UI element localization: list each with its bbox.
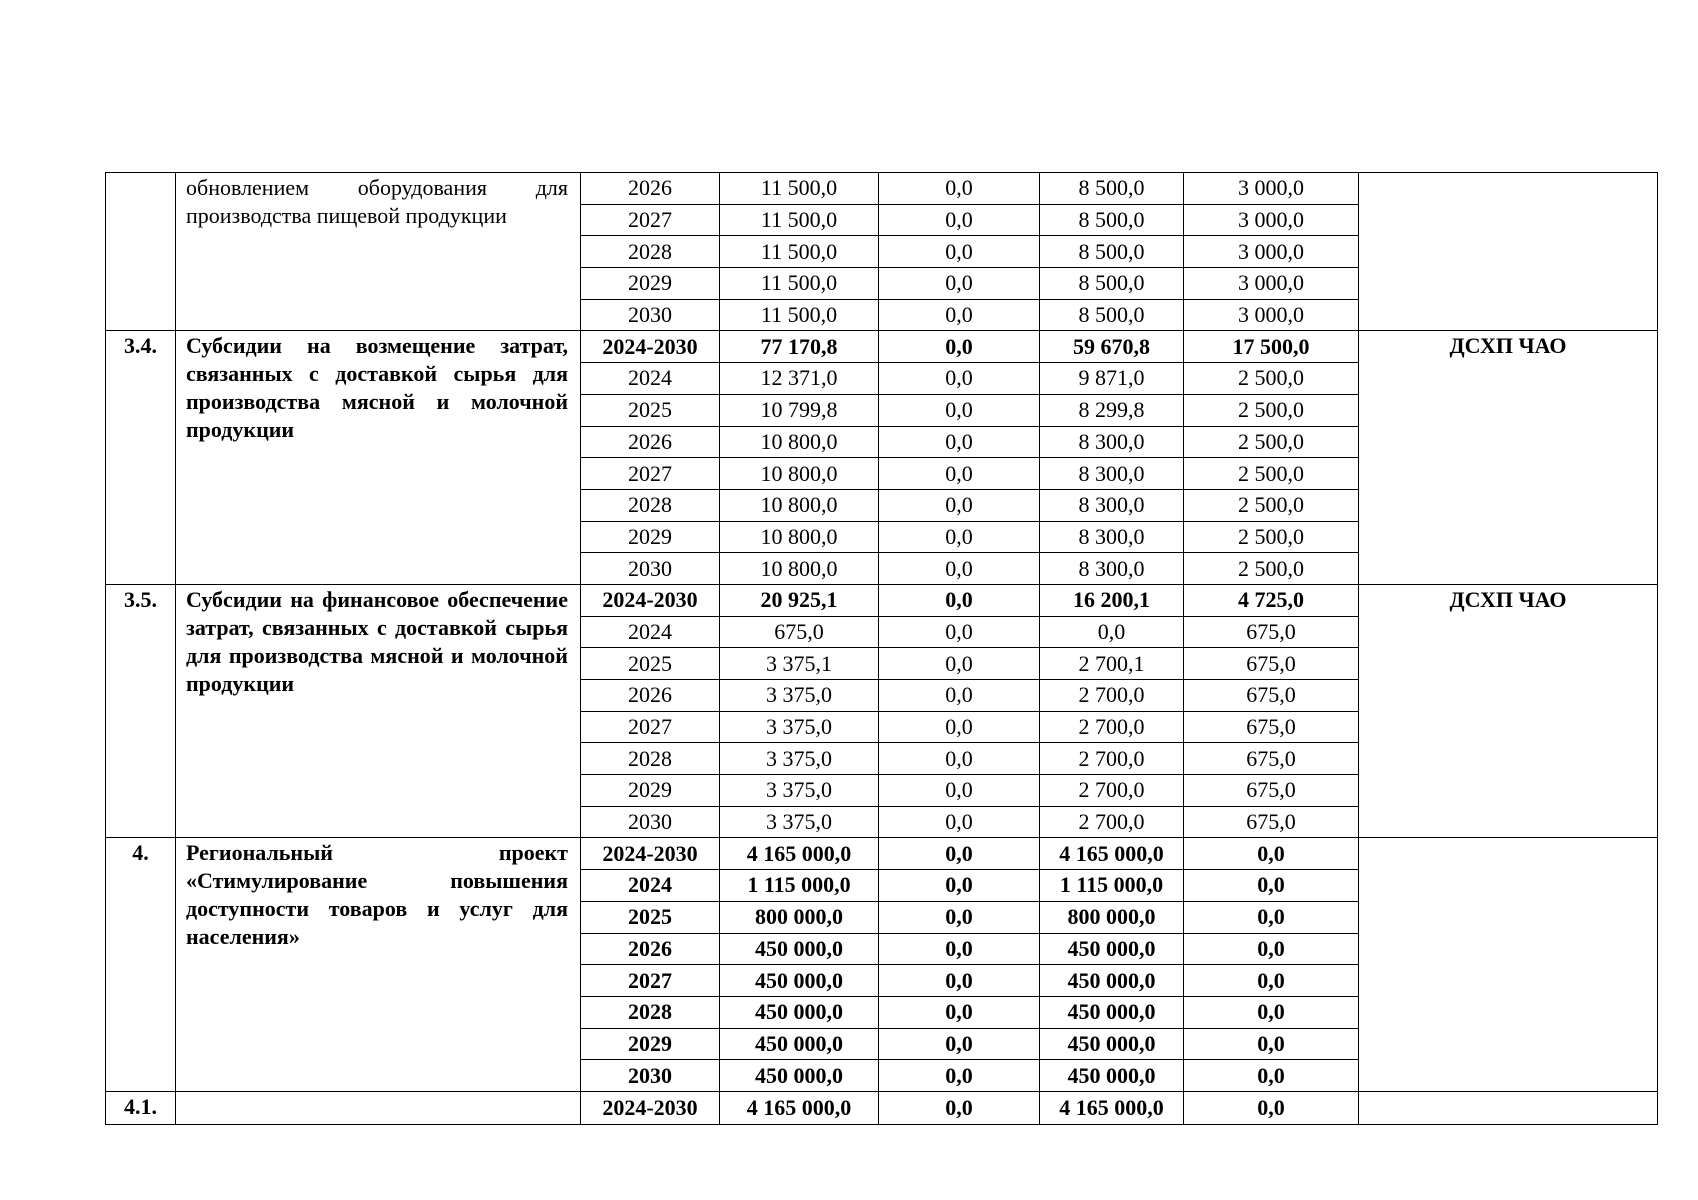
total-cell: 11 500,0 [720, 173, 879, 205]
regional-budget-cell: 8 500,0 [1040, 299, 1184, 331]
federal-budget-cell: 0,0 [879, 870, 1040, 902]
regional-budget-cell: 8 300,0 [1040, 489, 1184, 521]
total-cell: 11 500,0 [720, 268, 879, 300]
other-sources-cell: 0,0 [1184, 838, 1359, 870]
item-name: Региональный проект «Стимулирование повышения доступности товаров и услуг для населения» [176, 838, 581, 1092]
item-name: Субсидии на финансовое обеспечение затрат, связанных с доставкой сырья для производства мясной и молочной продукции [176, 584, 581, 838]
other-sources-cell: 2 500,0 [1184, 394, 1359, 426]
federal-budget-cell: 0,0 [879, 363, 1040, 395]
other-sources-cell: 675,0 [1184, 616, 1359, 648]
regional-budget-cell: 8 500,0 [1040, 236, 1184, 268]
total-cell: 3 375,1 [720, 648, 879, 680]
regional-budget-cell: 8 500,0 [1040, 268, 1184, 300]
period-cell: 2025 [581, 648, 720, 680]
federal-budget-cell: 0,0 [879, 1028, 1040, 1060]
federal-budget-cell: 0,0 [879, 680, 1040, 712]
federal-budget-cell: 0,0 [879, 394, 1040, 426]
federal-budget-cell: 0,0 [879, 584, 1040, 616]
total-cell: 800 000,0 [720, 901, 879, 933]
federal-budget-cell: 0,0 [879, 553, 1040, 585]
item-number: 3.5. [106, 584, 176, 838]
other-sources-cell: 3 000,0 [1184, 268, 1359, 300]
table-row [106, 331, 1658, 363]
executor [1359, 1091, 1658, 1124]
period-cell: 2024-2030 [581, 584, 720, 616]
table-row [106, 173, 1658, 205]
item-name: обновлением оборудования для производства пищевой продукции [176, 173, 581, 331]
other-sources-cell: 3 000,0 [1184, 236, 1359, 268]
federal-budget-cell: 0,0 [879, 236, 1040, 268]
period-cell: 2027 [581, 458, 720, 490]
regional-budget-cell: 8 500,0 [1040, 204, 1184, 236]
table-row [106, 838, 1658, 870]
item-number: 4. [106, 838, 176, 1092]
total-cell: 3 375,0 [720, 743, 879, 775]
period-cell: 2029 [581, 1028, 720, 1060]
total-cell: 77 170,8 [720, 331, 879, 363]
other-sources-cell: 0,0 [1184, 870, 1359, 902]
regional-budget-cell: 59 670,8 [1040, 331, 1184, 363]
executor: ДСХП ЧАО [1359, 584, 1658, 838]
item-name: Субсидии на возмещение затрат, связанных с доставкой сырья для производства мясной и молочной продукции [176, 331, 581, 585]
other-sources-cell: 675,0 [1184, 775, 1359, 807]
regional-budget-cell: 450 000,0 [1040, 965, 1184, 997]
other-sources-cell: 0,0 [1184, 1060, 1359, 1092]
other-sources-cell: 0,0 [1184, 996, 1359, 1028]
other-sources-cell: 675,0 [1184, 648, 1359, 680]
regional-budget-cell: 2 700,0 [1040, 775, 1184, 807]
period-cell: 2030 [581, 299, 720, 331]
period-cell: 2029 [581, 268, 720, 300]
period-cell: 2028 [581, 236, 720, 268]
regional-budget-cell: 8 300,0 [1040, 426, 1184, 458]
other-sources-cell: 2 500,0 [1184, 458, 1359, 490]
total-cell: 450 000,0 [720, 996, 879, 1028]
other-sources-cell: 675,0 [1184, 806, 1359, 838]
other-sources-cell: 2 500,0 [1184, 521, 1359, 553]
period-cell: 2030 [581, 1060, 720, 1092]
federal-budget-cell: 0,0 [879, 933, 1040, 965]
total-cell: 675,0 [720, 616, 879, 648]
other-sources-cell: 675,0 [1184, 743, 1359, 775]
other-sources-cell: 0,0 [1184, 1091, 1359, 1124]
other-sources-cell: 0,0 [1184, 1028, 1359, 1060]
period-cell: 2026 [581, 173, 720, 205]
period-cell: 2027 [581, 204, 720, 236]
other-sources-cell: 0,0 [1184, 901, 1359, 933]
period-cell: 2026 [581, 426, 720, 458]
regional-budget-cell: 2 700,0 [1040, 711, 1184, 743]
regional-budget-cell: 8 500,0 [1040, 173, 1184, 205]
regional-budget-cell: 2 700,0 [1040, 806, 1184, 838]
period-cell: 2028 [581, 996, 720, 1028]
period-cell: 2026 [581, 933, 720, 965]
period-cell: 2030 [581, 806, 720, 838]
other-sources-cell: 675,0 [1184, 711, 1359, 743]
period-cell: 2024 [581, 616, 720, 648]
total-cell: 20 925,1 [720, 584, 879, 616]
period-cell: 2027 [581, 711, 720, 743]
regional-budget-cell: 800 000,0 [1040, 901, 1184, 933]
federal-budget-cell: 0,0 [879, 616, 1040, 648]
table-body [106, 173, 1658, 1125]
regional-budget-cell: 4 165 000,0 [1040, 838, 1184, 870]
period-cell: 2028 [581, 489, 720, 521]
other-sources-cell: 4 725,0 [1184, 584, 1359, 616]
other-sources-cell: 0,0 [1184, 933, 1359, 965]
other-sources-cell: 2 500,0 [1184, 489, 1359, 521]
regional-budget-cell: 450 000,0 [1040, 996, 1184, 1028]
executor [1359, 838, 1658, 1092]
total-cell: 3 375,0 [720, 806, 879, 838]
item-number: 3.4. [106, 331, 176, 585]
federal-budget-cell: 0,0 [879, 331, 1040, 363]
federal-budget-cell: 0,0 [879, 806, 1040, 838]
period-cell: 2024-2030 [581, 331, 720, 363]
total-cell: 11 500,0 [720, 204, 879, 236]
other-sources-cell: 2 500,0 [1184, 363, 1359, 395]
federal-budget-cell: 0,0 [879, 743, 1040, 775]
other-sources-cell: 3 000,0 [1184, 204, 1359, 236]
federal-budget-cell: 0,0 [879, 996, 1040, 1028]
regional-budget-cell: 8 300,0 [1040, 458, 1184, 490]
total-cell: 1 115 000,0 [720, 870, 879, 902]
total-cell: 4 165 000,0 [720, 1091, 879, 1124]
regional-budget-cell: 9 871,0 [1040, 363, 1184, 395]
federal-budget-cell: 0,0 [879, 838, 1040, 870]
federal-budget-cell: 0,0 [879, 426, 1040, 458]
other-sources-cell: 3 000,0 [1184, 299, 1359, 331]
period-cell: 2024 [581, 363, 720, 395]
federal-budget-cell: 0,0 [879, 489, 1040, 521]
total-cell: 450 000,0 [720, 1060, 879, 1092]
federal-budget-cell: 0,0 [879, 521, 1040, 553]
federal-budget-cell: 0,0 [879, 711, 1040, 743]
total-cell: 3 375,0 [720, 711, 879, 743]
item-number: 4.1. [106, 1091, 176, 1124]
period-cell: 2027 [581, 965, 720, 997]
regional-budget-cell: 16 200,1 [1040, 584, 1184, 616]
total-cell: 12 371,0 [720, 363, 879, 395]
item-number [106, 173, 176, 331]
federal-budget-cell: 0,0 [879, 648, 1040, 680]
federal-budget-cell: 0,0 [879, 299, 1040, 331]
federal-budget-cell: 0,0 [879, 965, 1040, 997]
item-name [176, 1091, 581, 1124]
total-cell: 10 799,8 [720, 394, 879, 426]
total-cell: 3 375,0 [720, 680, 879, 712]
total-cell: 10 800,0 [720, 521, 879, 553]
table-row [106, 584, 1658, 616]
regional-budget-cell: 8 300,0 [1040, 521, 1184, 553]
executor: ДСХП ЧАО [1359, 331, 1658, 585]
federal-budget-cell: 0,0 [879, 204, 1040, 236]
total-cell: 11 500,0 [720, 299, 879, 331]
total-cell: 10 800,0 [720, 426, 879, 458]
regional-budget-cell: 0,0 [1040, 616, 1184, 648]
other-sources-cell: 17 500,0 [1184, 331, 1359, 363]
federal-budget-cell: 0,0 [879, 458, 1040, 490]
period-cell: 2024 [581, 870, 720, 902]
federal-budget-cell: 0,0 [879, 173, 1040, 205]
period-cell: 2024-2030 [581, 1091, 720, 1124]
other-sources-cell: 3 000,0 [1184, 173, 1359, 205]
regional-budget-cell: 1 115 000,0 [1040, 870, 1184, 902]
federal-budget-cell: 0,0 [879, 775, 1040, 807]
total-cell: 450 000,0 [720, 965, 879, 997]
executor [1359, 173, 1658, 331]
other-sources-cell: 675,0 [1184, 680, 1359, 712]
total-cell: 3 375,0 [720, 775, 879, 807]
total-cell: 450 000,0 [720, 1028, 879, 1060]
period-cell: 2029 [581, 775, 720, 807]
federal-budget-cell: 0,0 [879, 1091, 1040, 1124]
total-cell: 450 000,0 [720, 933, 879, 965]
federal-budget-cell: 0,0 [879, 1060, 1040, 1092]
financing-table [105, 172, 1658, 1125]
other-sources-cell: 2 500,0 [1184, 553, 1359, 585]
regional-budget-cell: 8 299,8 [1040, 394, 1184, 426]
period-cell: 2024-2030 [581, 838, 720, 870]
total-cell: 10 800,0 [720, 458, 879, 490]
regional-budget-cell: 450 000,0 [1040, 1060, 1184, 1092]
regional-budget-cell: 2 700,0 [1040, 743, 1184, 775]
regional-budget-cell: 450 000,0 [1040, 1028, 1184, 1060]
period-cell: 2025 [581, 394, 720, 426]
period-cell: 2028 [581, 743, 720, 775]
total-cell: 10 800,0 [720, 553, 879, 585]
federal-budget-cell: 0,0 [879, 268, 1040, 300]
regional-budget-cell: 450 000,0 [1040, 933, 1184, 965]
regional-budget-cell: 2 700,0 [1040, 680, 1184, 712]
period-cell: 2029 [581, 521, 720, 553]
other-sources-cell: 0,0 [1184, 965, 1359, 997]
federal-budget-cell: 0,0 [879, 901, 1040, 933]
period-cell: 2026 [581, 680, 720, 712]
period-cell: 2025 [581, 901, 720, 933]
regional-budget-cell: 4 165 000,0 [1040, 1091, 1184, 1124]
table-row [106, 1091, 1658, 1124]
other-sources-cell: 2 500,0 [1184, 426, 1359, 458]
regional-budget-cell: 8 300,0 [1040, 553, 1184, 585]
total-cell: 4 165 000,0 [720, 838, 879, 870]
regional-budget-cell: 2 700,1 [1040, 648, 1184, 680]
total-cell: 10 800,0 [720, 489, 879, 521]
total-cell: 11 500,0 [720, 236, 879, 268]
period-cell: 2030 [581, 553, 720, 585]
